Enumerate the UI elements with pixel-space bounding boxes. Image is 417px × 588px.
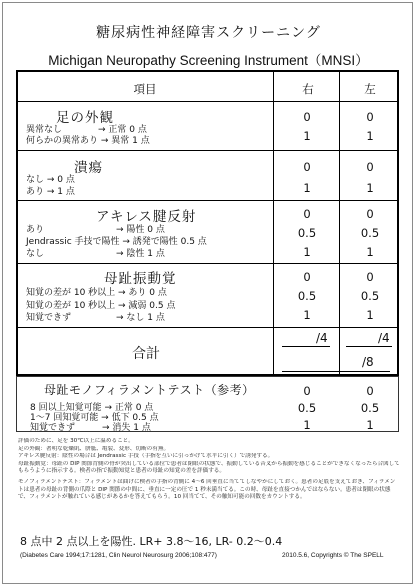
header-right: 右 <box>302 82 314 96</box>
section-monofilament: 母趾モノフィラメントテスト（参考） <box>44 383 255 397</box>
citation: (Diabetes Care 1994;17:1281, Clin Neurol Neurosurg 2006;108:477) <box>20 552 217 559</box>
total-left-line <box>346 346 392 347</box>
row-divider <box>18 101 397 102</box>
total-grand-line <box>282 371 390 372</box>
criterion: 知覚の差が 10 秒以上 → 減弱 0.5 点 <box>26 301 176 311</box>
score-right: 1 <box>303 308 311 322</box>
score-left: 1 <box>366 418 374 432</box>
score-right: 1 <box>303 181 311 195</box>
title-japanese: 糖尿病性神経障害スクリーニング <box>96 25 321 41</box>
score-left: 1 <box>366 308 374 322</box>
total-right-denominator: /4 <box>316 331 328 345</box>
note-line: モノフィラメントテスト：フィラメントは曲げに検者の手指の背側に 4〜6 回垂直に当ててしなやかにしておく。患者の足底を支えておき、フィラメントは患者の母趾の背側の爪際と DIP 関節の中間に、垂直に一定の圧で 1 秒未満当てる。この時、母趾を直接つかんではならない。患者は閉眼の状態で、フィラメントが触れている感じがあるかを答えてもらう。10 回当てて、その触知可能の回数をカウントする。 <box>18 478 396 501</box>
section-foot-appearance: 足の外観 <box>56 110 114 126</box>
total-label: 合計 <box>132 346 160 362</box>
notes <box>18 438 400 502</box>
score-left: 0 <box>366 110 374 124</box>
score-left: 0 <box>366 207 374 221</box>
note-line: 母趾振動覚：母趾の DIP 関節背側の骨が突出している部位で患者は閉眼の状態で、振動している音叉から振動を感じることができなくなったら合図してもらうように指示する。検者の指で振動知覚と患者の母趾の知覚の差を評価する。 <box>18 460 400 475</box>
score-left: 0 <box>366 160 374 174</box>
criterion: 1〜7 回知覚可能 → 低下 0.5 点 <box>30 413 159 423</box>
score-left: 0.5 <box>360 289 380 303</box>
header-left: 左 <box>364 82 376 96</box>
criterion: 知覚できず → 消失 1 点 <box>30 423 151 433</box>
criterion: 8 回以上知覚可能 → 正常 0 点 <box>30 403 154 413</box>
score-right: 0 <box>303 160 311 174</box>
criterion: 何らかの異常あり → 異常 1 点 <box>26 136 150 146</box>
score-left: 1 <box>366 245 374 259</box>
score-left: 1 <box>366 181 374 195</box>
total-right-line <box>282 346 330 347</box>
criterion: あり → 1 点 <box>26 187 75 197</box>
criterion: Jendrassic 手技で陽性 → 誘発で陽性 0.5 点 <box>26 237 207 247</box>
score-right: 1 <box>303 418 311 432</box>
row-divider <box>18 150 397 151</box>
criterion: 異常なし → 正常 0 点 <box>26 125 147 135</box>
summary: 8 点中 2 点以上を陽性. LR+ 3.8〜16, LR- 0.2〜0.4 <box>20 535 283 548</box>
score-left: 0.5 <box>360 401 380 415</box>
score-right: 0.5 <box>297 401 317 415</box>
criterion: 知覚の差が 10 秒以上 → あり 0 点 <box>26 288 167 298</box>
score-right: 0 <box>303 207 311 221</box>
row-divider <box>18 263 397 264</box>
row-divider <box>18 200 397 201</box>
score-left: 0 <box>366 270 374 284</box>
title-english: Michigan Neuropathy Screening Instrument（MNSI） <box>48 53 369 68</box>
header-item: 項目 <box>133 82 157 96</box>
score-right: 0 <box>303 270 311 284</box>
score-right: 0.5 <box>297 289 317 303</box>
total-left-denominator: /4 <box>378 331 390 345</box>
criterion: 知覚できず → なし 1 点 <box>26 313 165 323</box>
note-line: アキレス腱反射：陰性の場合は Jendrassic 手技（手指を互いに引っかけて水平に引く）で誘発する。 <box>18 453 274 460</box>
criterion: なし → 0 点 <box>26 175 75 185</box>
score-right: 1 <box>303 129 311 143</box>
score-left: 0 <box>366 384 374 398</box>
column-divider <box>339 72 340 374</box>
criterion: あり → 陽性 0 点 <box>26 225 165 235</box>
column-divider <box>273 72 274 374</box>
row-divider <box>18 327 397 328</box>
score-left: 1 <box>366 129 374 143</box>
score-right: 0 <box>303 110 311 124</box>
note-line: 評価のために、足を 30℃以上に温めること。 <box>18 438 134 444</box>
total-grand-denominator: /8 <box>362 355 374 369</box>
note-line: 足の外観：著明な乾燥肌、胼胝、亀裂、変形、切断の有無。 <box>18 445 170 452</box>
score-right: 0.5 <box>297 226 317 240</box>
section-ulcer: 潰瘍 <box>74 160 103 176</box>
criterion: なし → 陰性 1 点 <box>26 249 165 259</box>
section-hallux-vibration: 母趾振動覚 <box>104 271 177 287</box>
score-right: 1 <box>303 245 311 259</box>
score-left: 0.5 <box>360 226 380 240</box>
section-achilles-reflex: アキレス腱反射 <box>96 209 197 225</box>
score-right: 0 <box>303 384 311 398</box>
copyright: 2010.5.6, Copyrights © The SPELL <box>282 552 384 559</box>
